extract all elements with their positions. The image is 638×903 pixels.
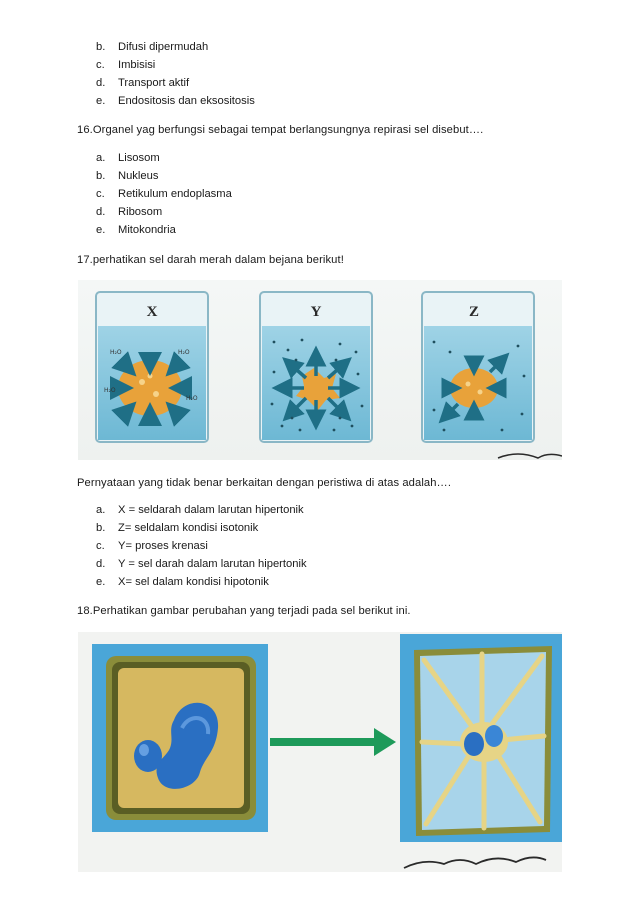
beaker-y [260, 292, 372, 442]
plant-cell-change-figure [78, 632, 562, 872]
cell-after-vacuole [485, 725, 503, 747]
q17-question: 17.perhatikan sel darah merah dalam bejana berikut! [77, 254, 344, 266]
q17-prompt: Pernyataan yang tidak benar berkaitan dengan peristiwa di atas adalah…. [77, 477, 452, 489]
svg-text:H₂O: H₂O [110, 349, 122, 356]
svg-text:H₂O: H₂O [178, 349, 190, 356]
beaker-z-label: Z [468, 304, 480, 320]
beaker-x-label: X [146, 304, 158, 320]
q18-question: 18.Perhatikan gambar perubahan yang terjadi pada sel berikut ini. [77, 605, 411, 617]
svg-text:H₂O: H₂O [186, 395, 198, 402]
cell-after-nucleus [464, 732, 484, 756]
red-blood-cell-beakers-figure [78, 280, 562, 460]
beaker-x [96, 292, 208, 442]
svg-text:H₂O: H₂O [104, 387, 116, 394]
q16-question: 16.Organel yag berfungsi sebagai tempat berlangsungnya repirasi sel disebut…. [77, 124, 484, 136]
beaker-z [422, 292, 534, 442]
beaker-z-cell [450, 368, 498, 408]
cell-before [92, 644, 268, 832]
cell-before-nucleus [134, 740, 162, 772]
beaker-y-label: Y [310, 304, 322, 320]
cell-after [400, 634, 562, 842]
